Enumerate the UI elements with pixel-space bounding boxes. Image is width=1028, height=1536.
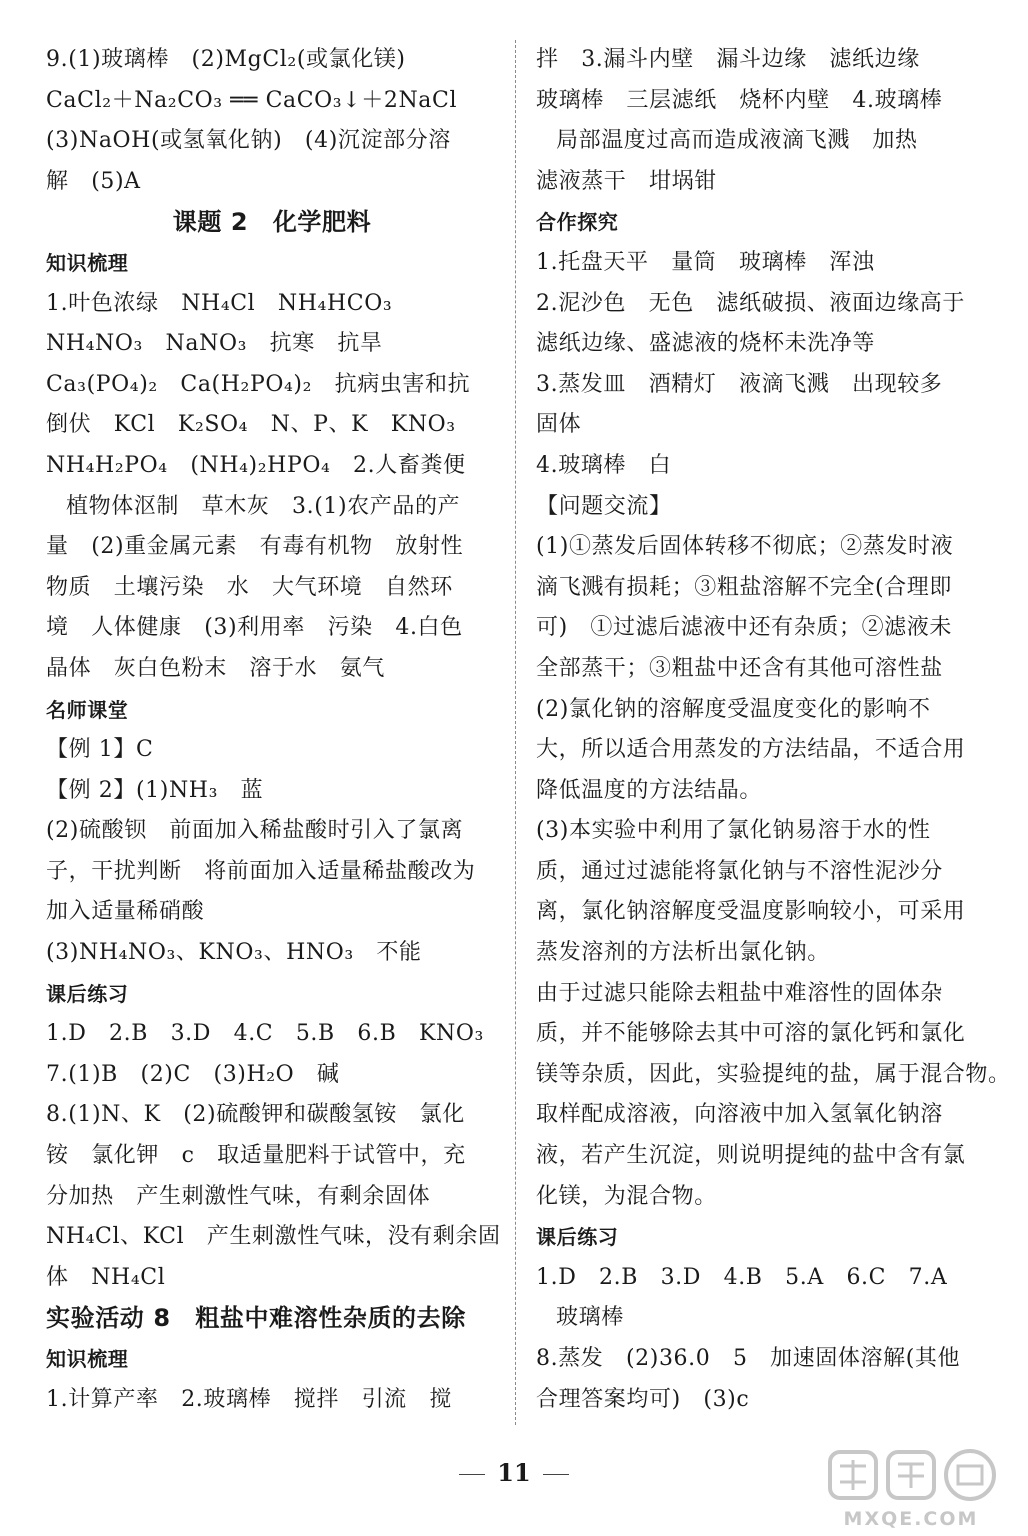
text-line: CaCl₂＋Na₂CO₃ ══ CaCO₃↓＋2NaCl <box>46 87 458 113</box>
text-line: 化镁，为混合物。 <box>536 1183 717 1209</box>
section-heading: 课题 2 化学肥料 <box>172 208 372 237</box>
text-line: 铵 氯化钾 c 取适量肥料于试管中，充 <box>46 1143 466 1169</box>
watermark <box>818 1446 1004 1530</box>
text-line: 1.托盘天平 量筒 玻璃棒 浑浊 <box>536 249 875 275</box>
text-line: 1.计算产率 2.玻璃棒 搅拌 引流 搅 <box>46 1386 452 1412</box>
text-line: 1.D 2.B 3.D 4.C 5.B 6.B KNO₃ <box>46 1021 484 1047</box>
footer-dash-right <box>543 1474 569 1475</box>
text-line: (2)氯化钠的溶解度受温度变化的影响不 <box>536 696 931 722</box>
section-heading: 名师课堂 <box>46 697 129 722</box>
text-line: 玻璃棒 <box>556 1305 624 1331</box>
text-line: 2.泥沙色 无色 滤纸破损、液面边缘高于 <box>536 290 965 316</box>
watermark-logo <box>818 1446 1004 1508</box>
right-column <box>536 40 1011 1420</box>
text-line: 7.(1)B (2)C (3)H₂O 碱 <box>46 1061 340 1087</box>
text-line: 解 (5)A <box>46 168 141 194</box>
text-line: Ca₃(PO₄)₂ Ca(H₂PO₄)₂ 抗病虫害和抗 <box>46 371 471 397</box>
text-line: 分加热 产生刺激性气味，有剩余固体 <box>46 1183 431 1209</box>
text-line: (3)NH₄NO₃、KNO₃、HNO₃ 不能 <box>46 940 422 966</box>
section-heading: 课后练习 <box>46 981 129 1006</box>
text-line: 全部蒸干；③粗盐中还含有其他可溶性盐 <box>536 655 943 681</box>
text-line: 大，所以适合用蒸发的方法结晶，不适合用 <box>536 737 966 763</box>
text-line: 体 NH₄Cl <box>46 1264 166 1290</box>
text-line: 镁等杂质，因此，实验提纯的盐，属于混合物。 <box>536 1061 1011 1087</box>
text-line: 合理答案均可) (3)c <box>536 1386 750 1412</box>
footer-dash-left <box>459 1474 485 1475</box>
text-line: 蒸发溶剂的方法析出氯化钠。 <box>536 940 830 966</box>
section-heading: 合作探究 <box>536 210 619 235</box>
section-heading: 实验活动 8 粗盐中难溶性杂质的去除 <box>46 1304 466 1333</box>
watermark-text: MXQE.COM <box>843 1508 979 1530</box>
text-line: 降低温度的方法结晶。 <box>536 777 763 803</box>
text-line: 局部温度过高而造成液滴飞溅 加热 <box>556 128 918 154</box>
text-line: 8.(1)N、K (2)硫酸钾和碳酸氢铵 氯化 <box>46 1102 465 1128</box>
text-line: 子，干扰判断 将前面加入适量稀盐酸改为 <box>46 858 476 884</box>
text-line: NH₄Cl、KCl 产生刺激性气味，没有剩余固 <box>46 1224 501 1250</box>
text-line: 1.叶色浓绿 NH₄Cl NH₄HCO₃ <box>46 290 393 316</box>
page-number: 11 <box>497 1458 531 1487</box>
text-line: 3.蒸发皿 酒精灯 液滴飞溅 出现较多 <box>536 371 943 397</box>
section-heading: 知识梳理 <box>46 250 129 275</box>
text-line: 4.玻璃棒 白 <box>536 452 672 478</box>
text-line: 质，通过过滤能将氯化钠与不溶性泥沙分 <box>536 858 943 884</box>
text-line: 9.(1)玻璃棒 (2)MgCl₂(或氯化镁) <box>46 47 406 72</box>
text-line: 植物体沤制 草木灰 3.(1)农产品的产 <box>66 493 461 519</box>
text-line: 滤液蒸干 坩埚钳 <box>536 168 717 194</box>
text-line: 物质 土壤污染 水 大气环境 自然环 <box>46 574 453 600</box>
text-line: 质，并不能够除去其中可溶的氯化钙和氯化 <box>536 1021 966 1047</box>
text-line: 滤纸边缘、盛滤液的烧杯未洗净等 <box>536 331 876 357</box>
text-line: (2)硫酸钡 前面加入稀盐酸时引入了氯离 <box>46 818 464 844</box>
text-line: 玻璃棒 三层滤纸 烧杯内壁 4.玻璃棒 <box>536 87 943 113</box>
text-line: (1)①蒸发后固体转移不彻底；②蒸发时液 <box>536 534 954 560</box>
text-line: (3)本实验中利用了氯化钠易溶于水的性 <box>536 818 931 844</box>
left-column <box>46 40 501 1420</box>
text-line: 【问题交流】 <box>536 493 672 519</box>
section-heading: 知识梳理 <box>46 1347 129 1371</box>
text-line: 【例 2】(1)NH₃ 蓝 <box>46 777 264 803</box>
text-line: 境 人体健康 (3)利用率 污染 4.白色 <box>46 615 463 641</box>
text-line: 拌 3.漏斗内壁 漏斗边缘 滤纸边缘 <box>536 47 920 72</box>
section-heading: 课后练习 <box>536 1225 619 1250</box>
text-line: 离，氯化钠溶解度受温度影响较小，可采用 <box>536 899 966 925</box>
text-line: 倒伏 KCl K₂SO₄ N、P、K KNO₃ <box>46 412 456 438</box>
text-line: 【例 1】C <box>46 737 154 763</box>
text-line: 晶体 灰白色粉末 溶于水 氨气 <box>46 655 386 681</box>
text-line: NH₄H₂PO₄ (NH₄)₂HPO₄ 2.人畜粪便 <box>46 452 466 478</box>
text-line: 量 (2)重金属元素 有毒有机物 放射性 <box>46 534 464 560</box>
text-line: 加入适量稀硝酸 <box>46 899 205 925</box>
text-line: 固体 <box>536 412 582 438</box>
text-line: 由于过滤只能除去粗盐中难溶性的固体杂 <box>536 980 943 1006</box>
text-line: 滴飞溅有损耗；③粗盐溶解不完全(合理即 <box>536 574 952 600</box>
text-line: (3)NaOH(或氢氧化钠) (4)沉淀部分溶 <box>46 128 451 154</box>
text-line: NH₄NO₃ NaNO₃ 抗寒 抗旱 <box>46 331 383 357</box>
text-line: 可) ①过滤后滤液中还有杂质；②滤液未 <box>536 615 952 641</box>
text-line: 8.蒸发 (2)36.0 5 加速固体溶解(其他 <box>536 1346 961 1371</box>
text-line: 液，若产生沉淀，则说明提纯的盐中含有氯 <box>536 1143 966 1169</box>
text-line: 1.D 2.B 3.D 4.B 5.A 6.C 7.A <box>536 1264 948 1290</box>
column-divider <box>515 40 516 1425</box>
text-line: 取样配成溶液，向溶液中加入氢氧化钠溶 <box>536 1102 943 1128</box>
